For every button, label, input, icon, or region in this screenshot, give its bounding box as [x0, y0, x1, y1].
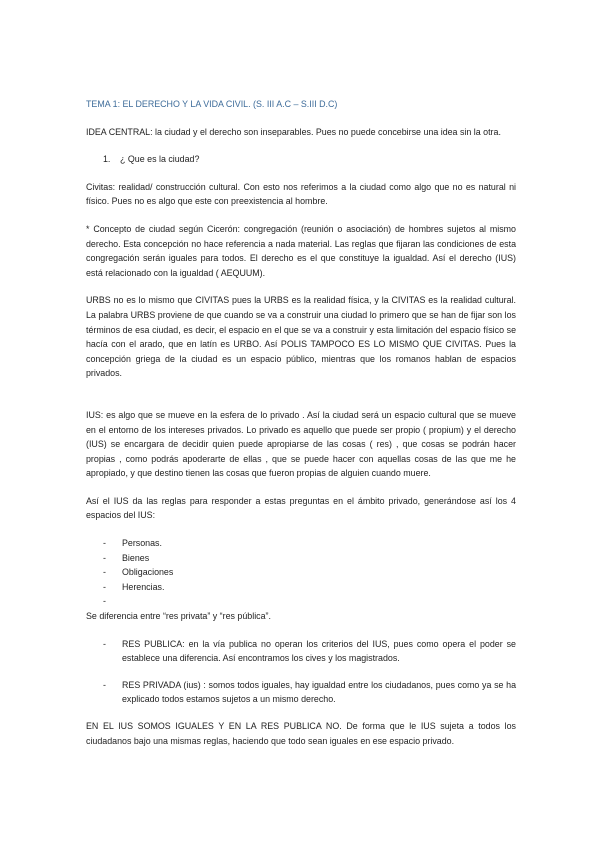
res-privada-text: RES PRIVADA (ius) : somos todos iguales, hay igualdad entre los ciudadanos, pues como ya se ha explicado todos estamos sujetos a un mismo derecho. — [122, 679, 516, 705]
heading-text: ¿ Que es la ciudad? — [120, 154, 200, 165]
numbered-heading — [86, 152, 516, 167]
list-dash: - — [103, 552, 106, 563]
urbs-paragraph: URBS no es lo mismo que CIVITAS pues la URBS es la realidad física, y la CIVITAS es la realidad cultural. La palabra URBS proviene de que cuando se va a construir una ciudad lo primero que se han de fijar son los términos de esa ciudad, es decir, el espacio en el que se va a construir y esta limitación del espacio físico se hacía con el arado, que en latín es URBO. Así POLIS TAMPOCO ES LO MISMO QUE CIVITAS. Pues la concepción griega de la ciudad es un espacio público, mientras que los romanos hablan de espacios privados. — [86, 295, 516, 379]
ius-rules-paragraph: Así el IUS da las reglas para responder a estas preguntas en el ámbito privado, generándose así los 4 espacios del IUS: — [86, 495, 516, 521]
heading-number: 1. — [103, 154, 111, 165]
res-publica-item — [86, 637, 516, 666]
document-body — [86, 97, 516, 748]
ius-spaces-list — [86, 536, 516, 609]
list-dash: - — [103, 679, 106, 690]
ciceron-paragraph: * Concepto de ciudad según Cicerón: congregación (reunión o asociación) de hombres sujetos al mismo derecho. Esta concepción no hace referencia a nada material. Las reglas que fijaran las condiciones de esta congregación serán iguales para todos. El derecho es el que constituye la igualdad. Así el derecho (IUS) está relacionado con la igualdad ( AEQUUM). — [86, 223, 516, 278]
central-idea: IDEA CENTRAL: la ciudad y el derecho son inseparables. Pues no puede concebirse una idea sin la otra. — [86, 126, 501, 137]
list-item-text: Herencias. — [122, 581, 165, 592]
list-dash: - — [103, 596, 106, 607]
conclusion-paragraph: EN EL IUS SOMOS IGUALES Y EN LA RES PUBLICA NO. De forma que le IUS sujeta a todos los ciudadanos bajo una mismas reglas, haciendo que todo sean iguales en ese espacio privado. — [86, 721, 516, 746]
list-item-text: Bienes — [122, 552, 150, 563]
list-dash: - — [103, 538, 106, 549]
list-dash: - — [103, 581, 106, 592]
difference-line: Se diferencia entre “res privata” y “res pública”. — [86, 611, 271, 622]
res-privada-item — [86, 678, 516, 707]
list-dash: - — [103, 567, 106, 578]
ius-paragraph: IUS: es algo que se mueve en la esfera de lo privado . Así la ciudad será un espacio cultural que se mueve en el entorno de los intereses privados. Lo privado es aquello que puede ser propio ( propium) y el derecho (IUS) se encargara de decidir quien puede apropiarse de las cosas ( res) , que cosas se podrán hacer propias , como podrás apoderarte de ellas , que se puede hacer con aquellas cosas de las que me he apropiado, y que destino tienen las cosas que fueron propias de alguien cuando muere. — [86, 409, 516, 479]
civitas-paragraph: Civitas: realidad/ construcción cultural. Con esto nos referimos a la ciudad como algo que no es natural ni físico. Pues no es algo que este con preexistencia al hombre. — [86, 181, 516, 207]
list-item — [86, 580, 516, 595]
list-item — [86, 536, 516, 551]
list-item-text: Obligaciones — [122, 567, 174, 578]
list-item-text: Personas. — [122, 538, 162, 549]
res-publica-text: RES PUBLICA: en la vía publica no operan los criterios del IUS, pues como opera el poder se establece una diferencia. Así encontramos los cives y los magistrados. — [122, 638, 516, 664]
list-item — [86, 594, 516, 609]
list-item — [86, 565, 516, 580]
list-item — [86, 551, 516, 566]
topic-title: TEMA 1: EL DERECHO Y LA VIDA CIVIL. (S. III A.C – S.III D.C) — [86, 99, 338, 109]
list-dash: - — [103, 638, 106, 649]
